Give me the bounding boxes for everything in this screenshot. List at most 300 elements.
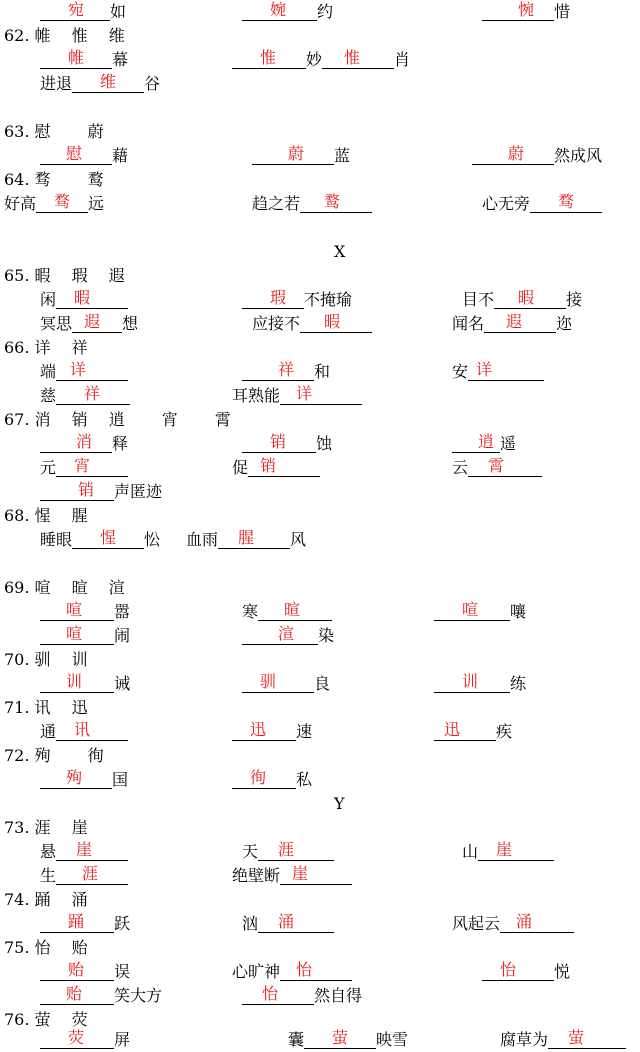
line-segment — [252, 312, 372, 336]
filled-answer: 宵 — [74, 456, 91, 475]
filled-answer: 喧 — [462, 600, 479, 619]
prompt-text: 然自得 — [314, 986, 363, 1005]
answer-blank — [40, 600, 114, 621]
filled-answer: 销 — [78, 480, 95, 499]
worksheet-line — [0, 360, 640, 384]
filled-answer: 腥 — [238, 528, 255, 547]
prompt-text: 风 — [290, 530, 307, 549]
line-segment — [232, 384, 362, 408]
prompt-text: 云 — [452, 458, 469, 477]
filled-answer: 怡 — [296, 960, 313, 979]
answer-blank — [478, 840, 554, 861]
line-segment — [40, 840, 128, 864]
prompt-text: 应接不 — [252, 314, 301, 333]
worksheet-line — [0, 312, 640, 336]
filled-answer: 训 — [66, 672, 83, 691]
prompt-text: 促 — [232, 458, 249, 477]
answer-blank — [548, 1028, 626, 1049]
answer-blank — [434, 600, 510, 621]
filled-answer: 贻 — [66, 984, 83, 1003]
answer-blank — [56, 456, 128, 477]
filled-answer: 惟 — [260, 48, 277, 67]
line-segment — [4, 696, 88, 720]
line-segment — [242, 912, 334, 936]
worksheet-line — [0, 72, 640, 96]
answer-blank — [258, 600, 332, 621]
prompt-text: 68. 惺 腥 — [4, 506, 88, 525]
prompt-text: 诫 — [114, 674, 131, 693]
line-segment — [40, 480, 162, 504]
filled-answer: 霄 — [488, 456, 505, 475]
filled-answer: 鹜 — [324, 192, 341, 211]
filled-answer: 祥 — [278, 360, 295, 379]
answer-blank — [530, 192, 602, 213]
line-segment — [4, 408, 231, 432]
line-segment — [40, 288, 128, 312]
prompt-text: 囊 — [288, 1030, 305, 1049]
line-segment — [252, 144, 350, 168]
filled-answer: 训 — [462, 672, 479, 691]
answer-blank — [72, 72, 144, 93]
prompt-text: 73. 涯 崖 — [4, 818, 88, 837]
prompt-text: 山 — [462, 842, 479, 861]
line-segment — [40, 48, 128, 72]
filled-answer: 祥 — [84, 384, 101, 403]
prompt-text: 冥思 — [40, 314, 73, 333]
prompt-text: 风起云 — [452, 914, 501, 933]
filled-answer: 骛 — [54, 192, 71, 211]
prompt-text: 天 — [242, 842, 259, 861]
line-segment — [40, 384, 130, 408]
line-segment — [472, 144, 602, 168]
filled-answer: 维 — [100, 72, 117, 91]
line-segment — [40, 720, 128, 744]
prompt-text: 和 — [314, 362, 331, 381]
prompt-text: 悦 — [554, 962, 571, 981]
prompt-text: 67. 消 销 逍 宵 霄 — [4, 410, 231, 429]
answer-blank — [242, 288, 304, 309]
worksheet-line — [0, 672, 640, 696]
answer-blank — [56, 384, 130, 405]
worksheet-line — [0, 264, 640, 288]
prompt-text: 谷 — [144, 74, 161, 93]
filled-answer: 帷 — [68, 48, 85, 67]
prompt-text: 生 — [40, 866, 57, 885]
prompt-text: 远 — [88, 194, 105, 213]
prompt-text: 约 — [317, 2, 334, 21]
line-segment — [4, 744, 104, 768]
filled-answer: 瑕 — [270, 288, 287, 307]
line-segment — [4, 120, 104, 144]
answer-blank — [40, 960, 114, 981]
line-segment — [242, 360, 330, 384]
prompt-text: 嚣 — [114, 602, 131, 621]
filled-answer: 殉 — [66, 768, 83, 787]
line-segment — [40, 768, 128, 792]
answer-blank — [36, 192, 88, 213]
filled-answer: 崖 — [496, 840, 513, 859]
filled-answer: 逍 — [478, 432, 495, 451]
answer-blank — [452, 432, 500, 453]
line-segment — [232, 864, 352, 888]
line-segment — [482, 0, 570, 24]
line-segment — [40, 0, 126, 24]
prompt-text: 速 — [296, 722, 313, 741]
line-segment — [4, 192, 104, 216]
filled-answer: 怡 — [500, 960, 517, 979]
line-segment — [4, 264, 125, 288]
answer-blank — [40, 432, 112, 453]
prompt-text: Y — [334, 794, 345, 813]
line-segment — [40, 360, 128, 384]
filled-answer: 贻 — [68, 960, 85, 979]
line-segment — [242, 432, 332, 456]
answer-blank — [40, 672, 114, 693]
filled-answer: 萤 — [568, 1028, 585, 1047]
line-segment — [434, 600, 526, 624]
line-segment — [40, 984, 162, 1008]
prompt-text: 如 — [110, 2, 127, 21]
line-segment — [242, 984, 362, 1008]
line-segment — [40, 1028, 130, 1052]
filled-answer: 涯 — [278, 840, 295, 859]
line-segment — [462, 288, 582, 312]
worksheet-line — [0, 984, 640, 1008]
answer-blank — [56, 720, 128, 741]
line-segment — [40, 456, 128, 480]
answer-blank — [242, 984, 314, 1005]
filled-answer: 萤 — [332, 1028, 349, 1047]
prompt-text: 腐草为 — [500, 1030, 549, 1049]
prompt-text: 妙 — [306, 50, 323, 69]
answer-blank — [280, 960, 352, 981]
line-segment — [482, 192, 602, 216]
worksheet-line — [0, 792, 640, 816]
line-segment — [334, 792, 345, 816]
answer-blank — [252, 144, 334, 165]
filled-answer: 暇 — [74, 288, 91, 307]
prompt-text: 映雪 — [376, 1030, 409, 1049]
line-segment — [434, 672, 526, 696]
line-segment — [40, 432, 128, 456]
filled-answer: 惺 — [100, 528, 117, 547]
worksheet-line — [0, 888, 640, 912]
worksheet-line — [0, 456, 640, 480]
filled-answer: 喧 — [66, 624, 83, 643]
answer-blank — [242, 360, 314, 381]
filled-answer: 慰 — [66, 144, 83, 163]
worksheet-line — [0, 648, 640, 672]
answer-blank — [258, 912, 334, 933]
line-segment — [434, 720, 512, 744]
answer-blank — [468, 360, 544, 381]
prompt-text: 心旷神 — [232, 962, 281, 981]
line-segment — [452, 432, 516, 456]
filled-answer: 蔚 — [508, 144, 525, 163]
prompt-text: 耳熟能 — [232, 386, 281, 405]
answer-blank — [242, 432, 316, 453]
line-segment — [242, 600, 332, 624]
answer-blank — [248, 456, 320, 477]
prompt-text: 闻名 — [452, 314, 485, 333]
answer-blank — [40, 624, 114, 645]
answer-blank — [494, 288, 566, 309]
filled-answer: 涌 — [278, 912, 295, 931]
line-segment — [242, 624, 334, 648]
line-segment — [4, 168, 104, 192]
filled-answer: 迅 — [444, 720, 461, 739]
line-segment — [334, 240, 345, 264]
answer-blank — [56, 288, 128, 309]
prompt-text: 目不 — [462, 290, 495, 309]
answer-blank — [40, 1028, 114, 1049]
answer-blank — [40, 984, 114, 1005]
line-segment — [4, 816, 88, 840]
line-segment — [452, 456, 542, 480]
answer-blank — [56, 864, 128, 885]
worksheet-line — [0, 192, 640, 216]
line-segment — [242, 840, 334, 864]
filled-answer: 徇 — [250, 768, 267, 787]
answer-blank — [484, 312, 556, 333]
prompt-text: 76. 萤 荧 — [4, 1010, 88, 1029]
filled-answer: 详 — [476, 360, 493, 379]
answer-blank — [322, 48, 394, 69]
filled-answer: 崖 — [292, 864, 309, 883]
prompt-text: X — [334, 242, 346, 261]
prompt-text: 71. 讯 迅 — [4, 698, 88, 717]
line-segment — [40, 72, 160, 96]
filled-answer: 崖 — [76, 840, 93, 859]
answer-blank — [434, 672, 510, 693]
prompt-text: 嚷 — [510, 602, 527, 621]
prompt-text: 69. 喧 暄 渲 — [4, 578, 125, 597]
filled-answer: 涯 — [82, 864, 99, 883]
line-segment — [462, 840, 554, 864]
filled-answer: 涌 — [516, 912, 533, 931]
prompt-text: 释 — [112, 434, 129, 453]
prompt-text: 绝壁断 — [232, 866, 281, 885]
prompt-text: 想 — [122, 314, 139, 333]
worksheet-line — [0, 816, 640, 840]
answer-blank — [40, 480, 114, 501]
worksheet-line — [0, 960, 640, 984]
prompt-text: 不掩瑜 — [304, 290, 353, 309]
worksheet-line — [0, 1028, 640, 1052]
prompt-text: 心无旁 — [482, 194, 531, 213]
line-segment — [40, 864, 128, 888]
prompt-text: 闹 — [114, 626, 131, 645]
prompt-text: 66. 详 祥 — [4, 338, 88, 357]
line-segment — [40, 528, 160, 552]
worksheet-line — [0, 936, 640, 960]
prompt-text: 幕 — [112, 50, 129, 69]
answer-blank — [280, 864, 352, 885]
prompt-text: 肖 — [394, 50, 411, 69]
worksheet-line — [0, 408, 640, 432]
prompt-text: 遥 — [500, 434, 517, 453]
answer-blank — [232, 768, 296, 789]
worksheet-line — [0, 24, 640, 48]
line-segment — [40, 624, 130, 648]
answer-blank — [72, 312, 122, 333]
prompt-text: 屏 — [114, 1030, 131, 1049]
line-segment — [4, 888, 88, 912]
line-segment — [232, 720, 312, 744]
answer-blank — [242, 672, 314, 693]
prompt-text: 70. 驯 训 — [4, 650, 88, 669]
answer-blank — [56, 360, 128, 381]
line-segment — [242, 0, 333, 24]
line-segment — [4, 936, 88, 960]
prompt-text: 蚀 — [316, 434, 333, 453]
prompt-text: 忪 — [144, 530, 161, 549]
filled-answer: 驯 — [260, 672, 277, 691]
prompt-text: 安 — [452, 362, 469, 381]
prompt-text: 私 — [296, 770, 313, 789]
prompt-text: 疾 — [496, 722, 513, 741]
filled-answer: 消 — [76, 432, 93, 451]
line-segment — [288, 1028, 408, 1052]
line-segment — [232, 456, 320, 480]
filled-answer: 怡 — [262, 984, 279, 1003]
prompt-text: 63. 慰 蔚 — [4, 122, 104, 141]
prompt-text: 惜 — [554, 2, 571, 21]
prompt-text: 闲 — [40, 290, 57, 309]
worksheet-line — [0, 744, 640, 768]
line-segment — [4, 504, 88, 528]
prompt-text: 趋之若 — [252, 194, 301, 213]
line-segment — [40, 144, 128, 168]
line-segment — [186, 528, 306, 552]
prompt-text: 寒 — [242, 602, 259, 621]
answer-blank — [304, 1028, 376, 1049]
answer-blank — [482, 0, 554, 21]
line-segment — [4, 576, 125, 600]
line-segment — [4, 648, 88, 672]
prompt-text: 64. 骛 鹜 — [4, 170, 104, 189]
worksheet-line — [0, 432, 640, 456]
filled-answer: 惟 — [344, 48, 361, 67]
prompt-text: 血雨 — [186, 530, 219, 549]
answer-blank — [300, 192, 372, 213]
filled-answer: 荧 — [68, 1028, 85, 1047]
worksheet-line — [0, 0, 640, 24]
line-segment — [40, 912, 130, 936]
line-segment — [242, 672, 330, 696]
prompt-text: 接 — [566, 290, 583, 309]
prompt-text: 染 — [318, 626, 335, 645]
answer-blank — [242, 624, 318, 645]
prompt-text: 汹 — [242, 914, 259, 933]
prompt-text: 蓝 — [334, 146, 351, 165]
worksheet-line — [0, 528, 640, 552]
prompt-text: 74. 踊 涌 — [4, 890, 88, 909]
prompt-text: 悬 — [40, 842, 57, 861]
filled-answer: 暇 — [324, 312, 341, 331]
line-segment — [482, 960, 570, 984]
answer-blank — [72, 528, 144, 549]
filled-answer: 骛 — [558, 192, 575, 211]
prompt-text: 端 — [40, 362, 57, 381]
prompt-text: 65. 暇 瑕 遐 — [4, 266, 125, 285]
prompt-text: 练 — [510, 674, 527, 693]
prompt-text: 72. 殉 徇 — [4, 746, 104, 765]
filled-answer: 迅 — [250, 720, 267, 739]
line-segment — [500, 1028, 626, 1052]
worksheet-line — [0, 504, 640, 528]
prompt-text: 62. 帷 惟 维 — [4, 26, 125, 45]
filled-answer: 宛 — [68, 0, 85, 19]
answer-blank — [434, 720, 496, 741]
answer-blank — [280, 384, 362, 405]
filled-answer: 踊 — [68, 912, 85, 931]
line-segment — [252, 192, 372, 216]
prompt-text: 通 — [40, 722, 57, 741]
prompt-text: 笑大方 — [114, 986, 163, 1005]
line-segment — [232, 960, 352, 984]
worksheet-line — [0, 168, 640, 192]
filled-answer: 渲 — [278, 624, 295, 643]
worksheet-line — [0, 696, 640, 720]
answer-blank — [232, 720, 296, 741]
worksheet-line — [0, 840, 640, 864]
filled-answer: 遐 — [506, 312, 523, 331]
worksheet-line — [0, 288, 640, 312]
answer-blank — [56, 840, 128, 861]
prompt-text: 睡眼 — [40, 530, 73, 549]
worksheet-line — [0, 576, 640, 600]
filled-answer: 详 — [296, 384, 313, 403]
line-segment — [4, 336, 88, 360]
prompt-text: 元 — [40, 458, 57, 477]
worksheet-line — [0, 48, 640, 72]
answer-blank — [232, 48, 306, 69]
filled-answer: 惋 — [518, 0, 535, 19]
line-segment — [4, 24, 125, 48]
worksheet-line — [0, 600, 640, 624]
filled-answer: 详 — [70, 360, 87, 379]
answer-blank — [40, 0, 110, 21]
line-segment — [452, 912, 574, 936]
answer-blank — [40, 48, 112, 69]
answer-blank — [472, 144, 554, 165]
worksheet-line — [0, 480, 640, 504]
line-segment — [40, 672, 130, 696]
filled-answer: 婉 — [270, 0, 287, 19]
line-segment — [40, 960, 130, 984]
prompt-text: 误 — [114, 962, 131, 981]
line-segment — [452, 312, 572, 336]
prompt-text: 慈 — [40, 386, 57, 405]
prompt-text: 藉 — [112, 146, 129, 165]
line-segment — [40, 600, 130, 624]
answer-blank — [500, 912, 574, 933]
prompt-text: 良 — [314, 674, 331, 693]
answer-blank — [468, 456, 542, 477]
answer-blank — [218, 528, 290, 549]
answer-blank — [40, 768, 112, 789]
filled-answer: 暇 — [518, 288, 535, 307]
prompt-text: 75. 怡 贻 — [4, 938, 88, 957]
worksheet-line — [0, 864, 640, 888]
worksheet-line — [0, 144, 640, 168]
worksheet-line — [0, 768, 640, 792]
answer-blank — [482, 960, 554, 981]
prompt-text: 好高 — [4, 194, 37, 213]
worksheet-line — [0, 120, 640, 144]
line-segment — [232, 48, 410, 72]
